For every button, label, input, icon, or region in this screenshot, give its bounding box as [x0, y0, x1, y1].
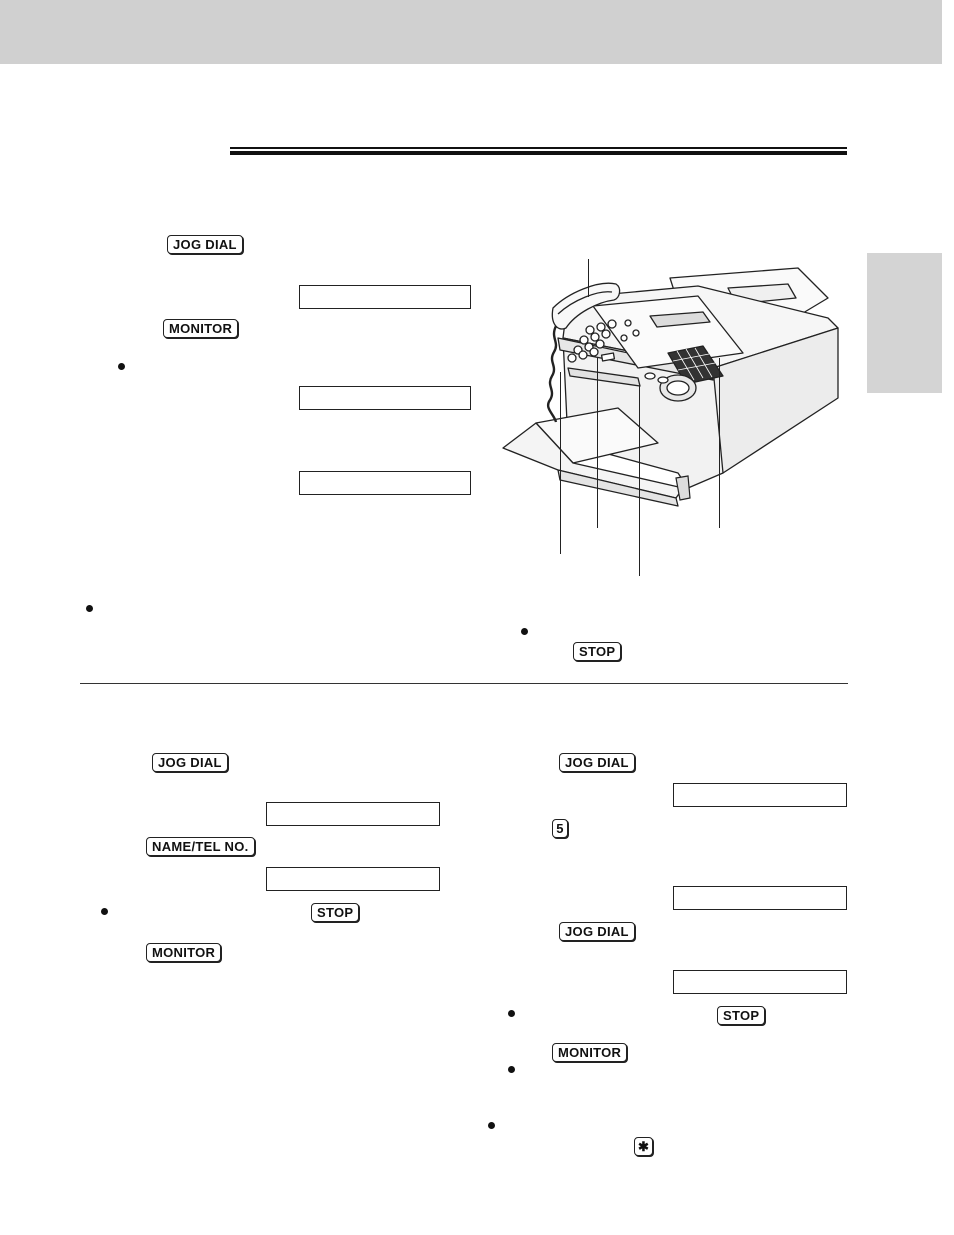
star-key: ✱: [634, 1137, 653, 1156]
lcd-display: [673, 783, 847, 807]
lcd-display: [673, 886, 847, 910]
lcd-display: [266, 867, 440, 891]
fax-machine-illustration: [498, 258, 846, 578]
title-rule-thick: [230, 151, 847, 155]
lcd-display: [299, 386, 471, 410]
stop-key: STOP: [717, 1006, 765, 1025]
bullet-dot: [488, 1122, 495, 1129]
digit-5-key: 5: [552, 819, 568, 838]
monitor-key: MONITOR: [163, 319, 238, 338]
bullet-dot: [118, 363, 125, 370]
stop-key: STOP: [311, 903, 359, 922]
lcd-display: [299, 285, 471, 309]
callout-leader-jog-dial: [639, 386, 640, 576]
callout-leader-right: [719, 358, 720, 528]
callout-leader-left: [560, 372, 561, 554]
stop-key: STOP: [573, 642, 621, 661]
side-tab: [867, 253, 942, 393]
lcd-display: [266, 802, 440, 826]
lcd-display: [673, 970, 847, 994]
bullet-dot: [508, 1010, 515, 1017]
bullet-dot: [521, 628, 528, 635]
title-rule-thin: [230, 147, 847, 149]
section-divider: [80, 683, 848, 684]
name-tel-no-key: NAME/TEL NO.: [146, 837, 255, 856]
monitor-key: MONITOR: [146, 943, 221, 962]
jog-dial-key: JOG DIAL: [559, 753, 635, 772]
header-band: [0, 0, 942, 64]
bullet-dot: [101, 908, 108, 915]
jog-dial-key: JOG DIAL: [559, 922, 635, 941]
jog-dial-key: JOG DIAL: [167, 235, 243, 254]
monitor-key: MONITOR: [552, 1043, 627, 1062]
callout-leader-handset: [588, 259, 589, 297]
lcd-display: [299, 471, 471, 495]
callout-leader-middle: [597, 358, 598, 528]
jog-dial-key: JOG DIAL: [152, 753, 228, 772]
bullet-dot: [86, 605, 93, 612]
bullet-dot: [508, 1066, 515, 1073]
